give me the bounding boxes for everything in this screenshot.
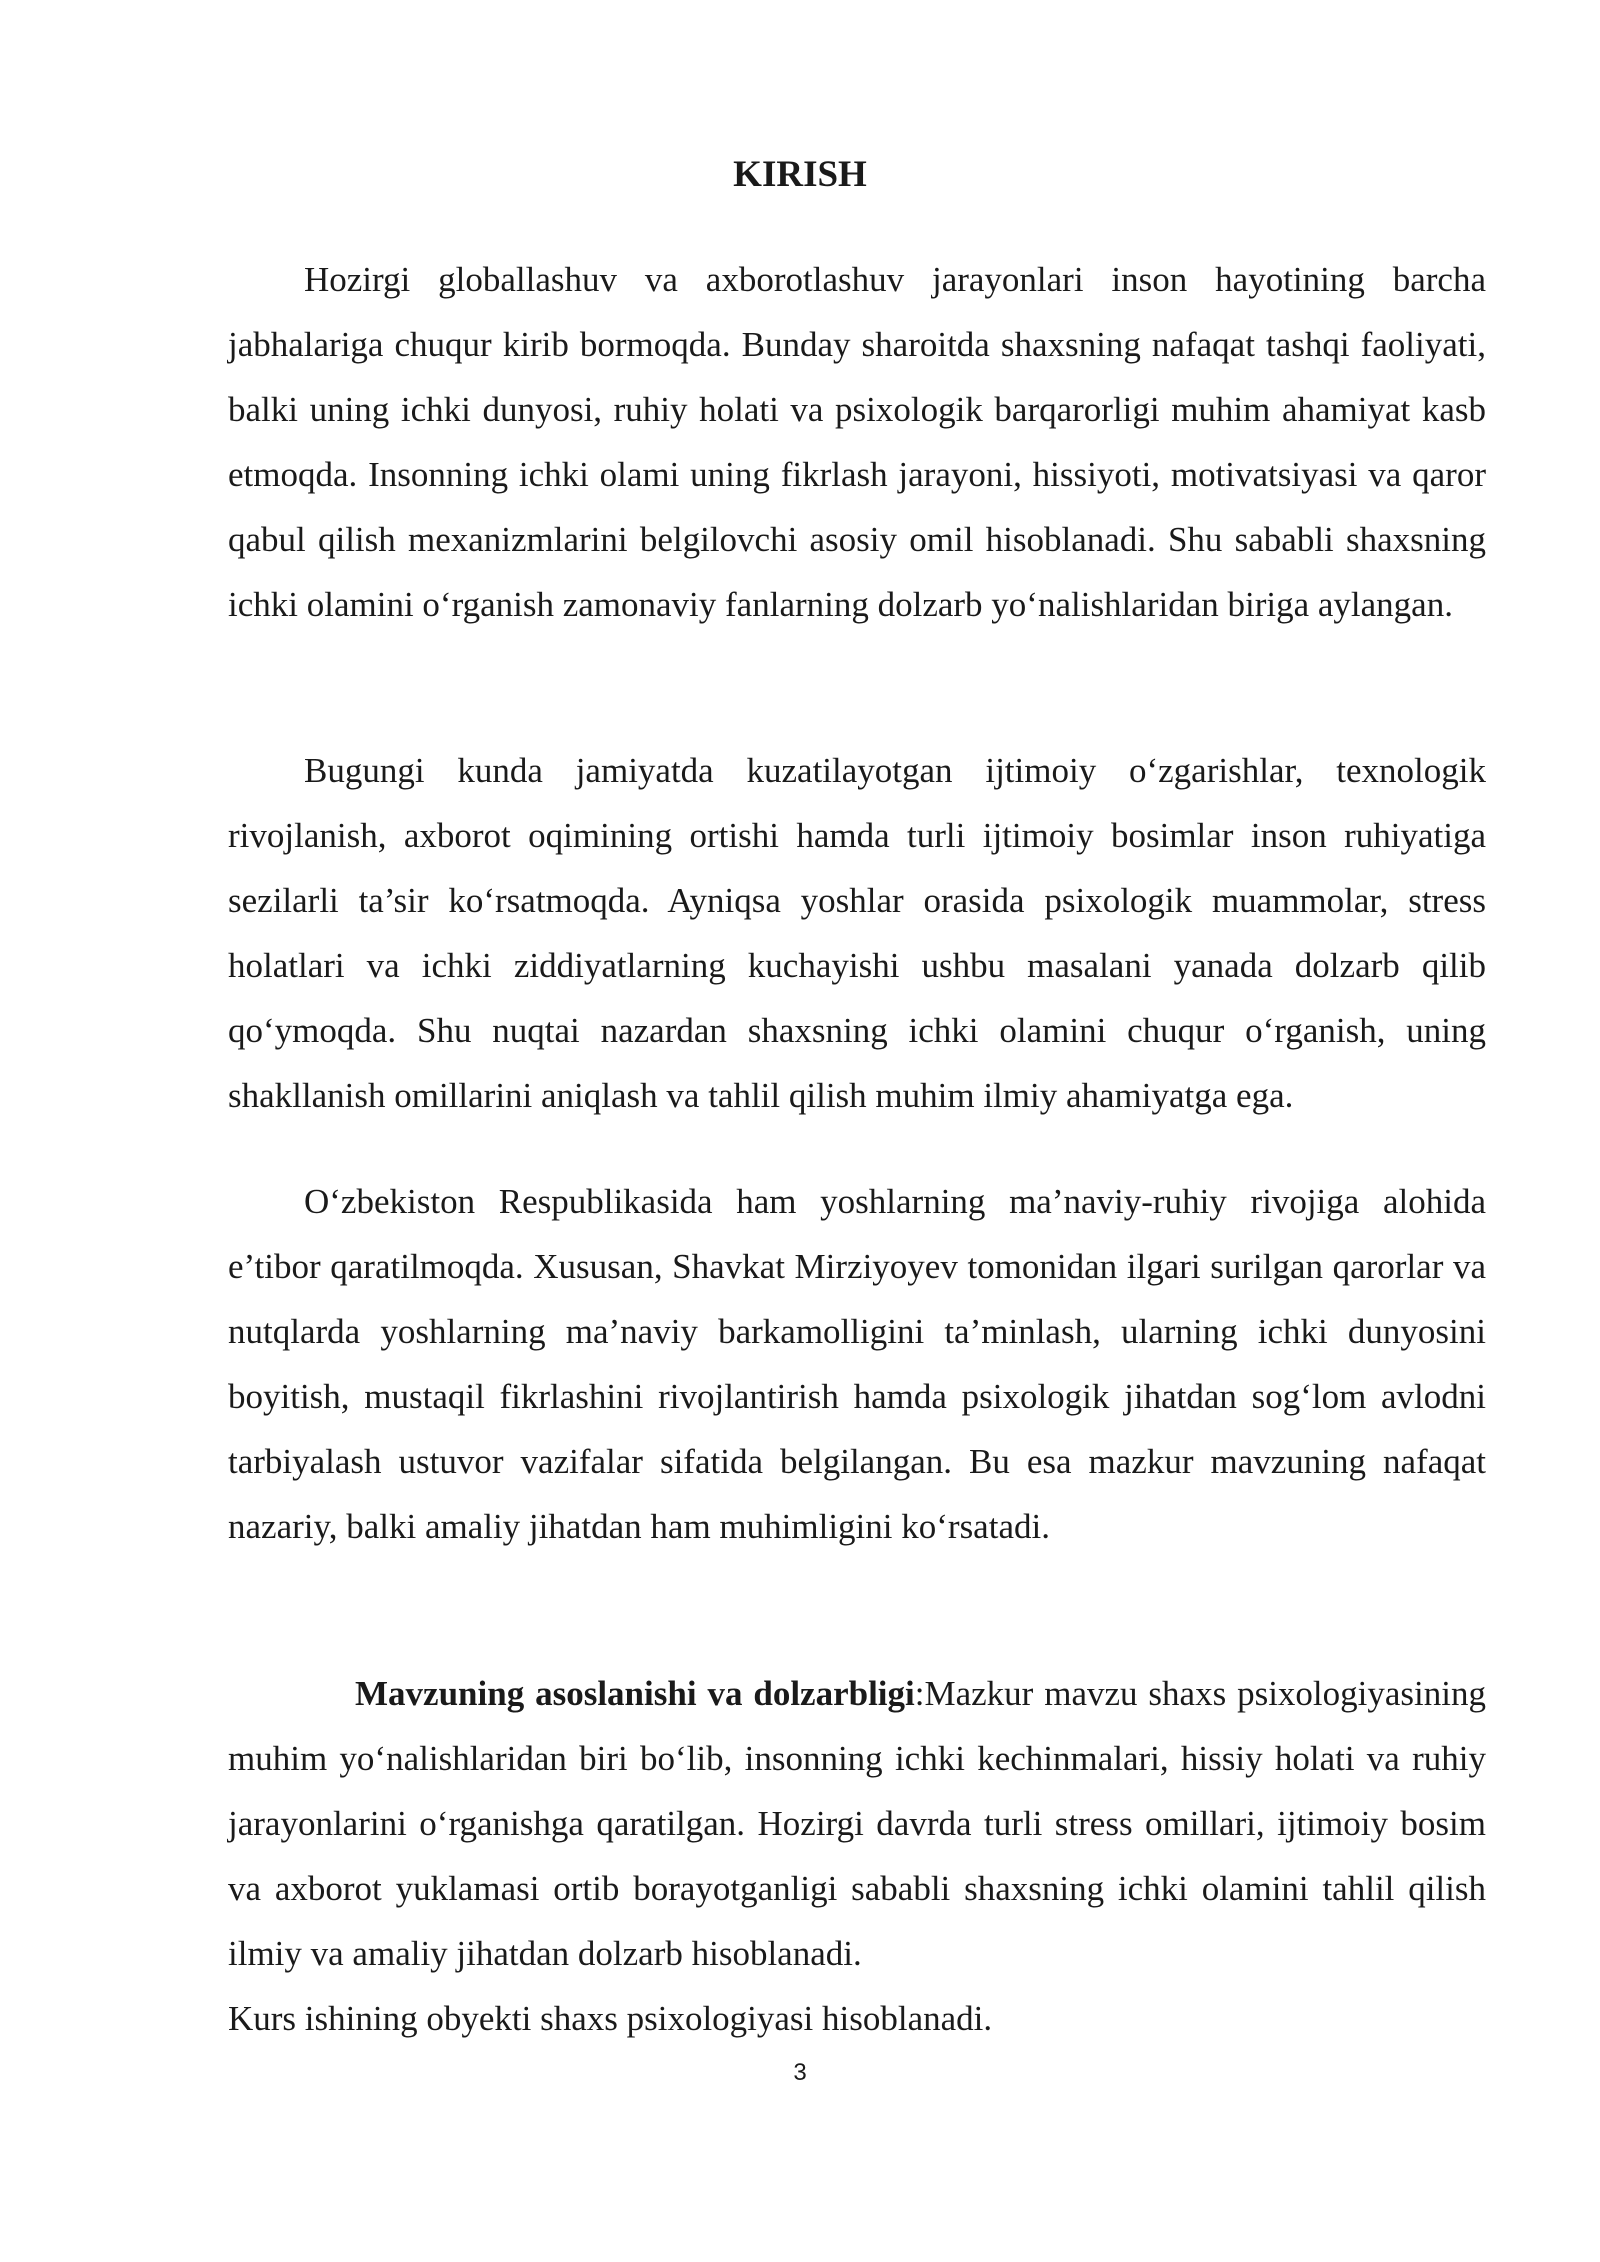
page-number: 3 [793,2059,807,2086]
relevance-paragraph [228,1661,1486,1986]
intro-paragraph-1: Hozirgi globallashuv va axborotlashuv jarayonlari inson hayotining barcha jabhalariga chuqur kirib bormoqda. Bunday sharoitda shaxsning nafaqat tashqi faoliyati, balki uning ichki dunyosi, ruhiy holati va psixologik barqarorligi muhim ahamiyat kasb etmoqda. Insonning ichki olami uning fikrlash jarayoni, hissiyoti, motivatsiyasi va qaror qabul qilish mexanizmlarini belgilovchi asosiy omil hisoblanadi. Shu sababli shaxsning ichki olamini o‘rganish zamonaviy fanlarning dolzarb yo‘nalishlaridan biriga aylangan. [228,260,1486,624]
relevance-text: :Mazkur mavzu shaxs psixologiyasining muhim yo‘nalishlaridan biri bo‘lib, insonning ichki kechinmalari, hissiy holati va ruhiy jarayonlarini o‘rganishga qaratilgan. Hozirgi davrda turli stress omillari, ijtimoiy bosim va axborot yuklamasi ortib borayotganligi sababli shaxsning ichki olamini tahlil qilish ilmiy va amaliy jihatdan dolzarb hisoblanadi. [228,1674,1486,1973]
intro-paragraph-2: Bugungi kunda jamiyatda kuzatilayotgan ijtimoiy o‘zgarishlar, texnologik rivojlanish, axborot oqimining ortishi hamda turli ijtimoiy bosimlar inson ruhiyatiga sezilarli ta’sir ko‘rsatmoqda. Ayniqsa yoshlar orasida psixologik muammolar, stress holatlari va ichki ziddiyatlarning kuchayishi ushbu masalani yanada dolzarb qilib qo‘ymoqda. Shu nuqtai nazardan shaxsning ichki olamini chuqur o‘rganish, uning shakllanish omillarini aniqlash va tahlil qilish muhim ilmiy ahamiyatga ega. [228,751,1486,1115]
intro-paragraph-3: O‘zbekiston Respublikasida ham yoshlarning ma’naviy-ruhiy rivojiga alohida e’tibor qaratilmoqda. Xususan, Shavkat Mirziyoyev tomonidan ilgari surilgan qarorlar va nutqlarda yoshlarning ma’naviy barkamolligini ta’minlash, ularning ichki dunyosini boyitish, mustaqil fikrlashini rivojlantirish hamda psixologik jihatdan sog‘lom avlodni tarbiyalash ustuvor vazifalar sifatida belgilangan. Bu esa mazkur mavzuning nafaqat nazariy, balki amaliy jihatdan ham muhimligini ko‘rsatadi. [228,1182,1486,1546]
page-title: KIRISH [733,154,867,195]
relevance-heading: Mavzuning asoslanishi va dolzarbligi [355,1674,915,1713]
object-line: Kurs ishining obyekti shaxs psixologiyasi hisoblanadi. [228,1999,993,2038]
